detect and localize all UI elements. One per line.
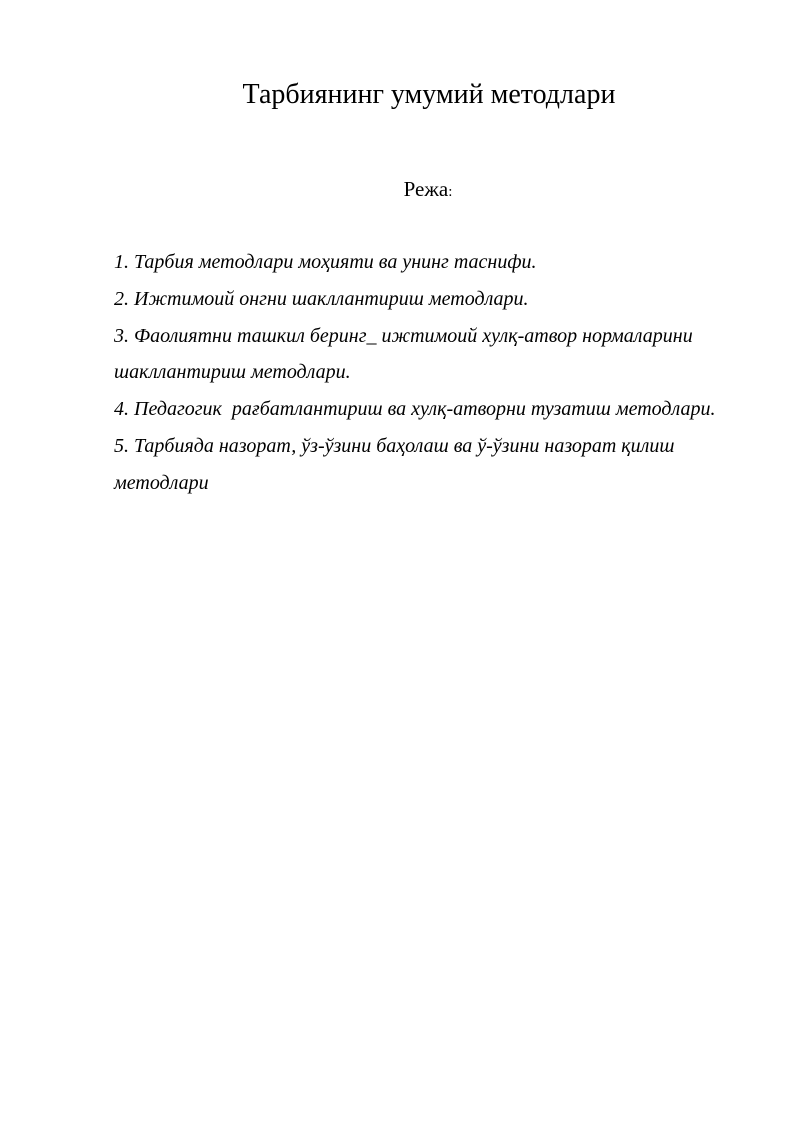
plan-item: 3. Фаолиятни ташкил беринг_ ижтимоий хулқ-атвор нормаларини шакллантириш методлари. <box>114 324 698 384</box>
plan-item: 1. Тарбия методлари моҳияти ва унинг таснифи. <box>114 251 537 273</box>
plan-heading-text: Режа <box>403 177 449 201</box>
plan-item: 5. Тарбияда назорат, ўз-ўзини баҳолаш ва ў-ўзини назорат қилиш методлари <box>114 434 680 494</box>
document-title: Тарбиянинг умумий методлари <box>242 79 616 110</box>
plan-item: 2. Ижтимоий онгни шакллантириш методлари. <box>114 287 529 310</box>
plan-heading-colon: : <box>448 184 453 200</box>
plan-list <box>114 244 754 502</box>
plan-heading <box>0 176 800 205</box>
plan-item: 4. Педагогик рағбатлантириш ва хулқ-атворни тузатиш методлари. <box>114 398 716 421</box>
